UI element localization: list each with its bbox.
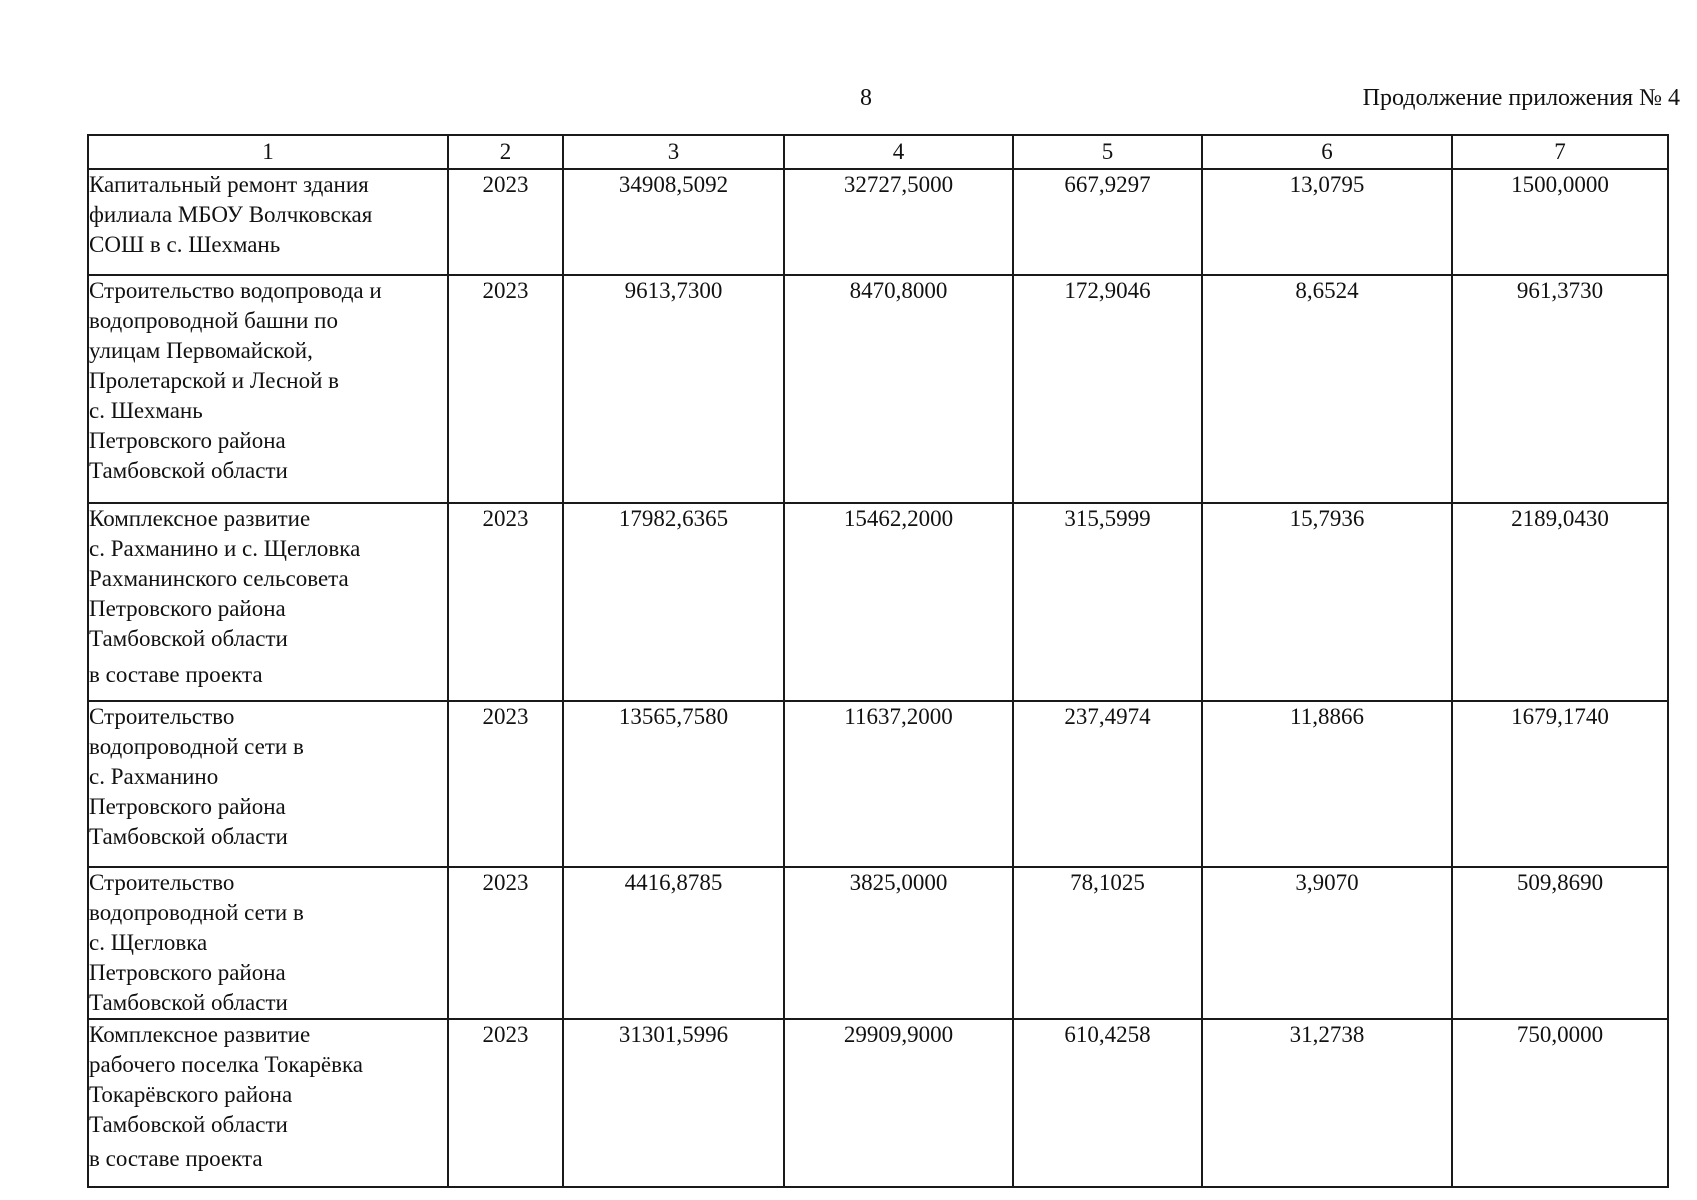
value-cell-4: 11637,2000 (784, 701, 1013, 867)
value-cell-4: 8470,8000 (784, 275, 1013, 503)
object-name-line: водопроводной сети в (89, 734, 304, 759)
object-name-line: Петровского района (89, 794, 286, 819)
column-header: 5 (1013, 135, 1202, 169)
value-cell-7: 1679,1740 (1452, 701, 1668, 867)
value-cell-6: 15,7936 (1202, 503, 1452, 701)
object-name-cell (88, 701, 448, 867)
value-cell-3: 9613,7300 (563, 275, 784, 503)
object-name-cell (88, 275, 448, 503)
object-name-cell (88, 867, 448, 1019)
year-cell: 2023 (448, 867, 563, 1019)
object-name-line: водопроводной сети в (89, 900, 304, 925)
value-cell-7: 1500,0000 (1452, 169, 1668, 275)
table-row (88, 275, 1668, 503)
object-name-line: Тамбовской области (89, 458, 288, 483)
object-name-line: филиала МБОУ Волчковская (89, 202, 373, 227)
value-cell-6: 13,0795 (1202, 169, 1452, 275)
value-cell-6: 8,6524 (1202, 275, 1452, 503)
value-cell-7: 509,8690 (1452, 867, 1668, 1019)
object-name-line: водопроводной башни по (89, 308, 338, 333)
value-cell-5: 610,4258 (1013, 1019, 1202, 1187)
value-cell-3: 13565,7580 (563, 701, 784, 867)
year-cell: 2023 (448, 275, 563, 503)
year-cell: 2023 (448, 1019, 563, 1187)
object-name-line: СОШ в с. Шехмань (89, 232, 281, 257)
table-row (88, 503, 1668, 701)
year-cell: 2023 (448, 701, 563, 867)
object-name-line: Петровского района (89, 428, 286, 453)
object-name-line: Капитальный ремонт здания (89, 172, 369, 197)
object-name-line: с. Щегловка (89, 930, 208, 955)
value-cell-7: 2189,0430 (1452, 503, 1668, 701)
value-cell-3: 17982,6365 (563, 503, 784, 701)
object-name-line: в составе проекта (89, 662, 263, 687)
object-name-line: с. Шехмань (89, 398, 203, 423)
object-name-line: Токарёвского района (89, 1082, 293, 1107)
value-cell-4: 29909,9000 (784, 1019, 1013, 1187)
value-cell-5: 667,9297 (1013, 169, 1202, 275)
object-name-line: с. Рахманино и с. Щегловка (89, 536, 361, 561)
year-cell: 2023 (448, 169, 563, 275)
object-name-line: Рахманинского сельсовета (89, 566, 349, 591)
object-name-line: Строительство (89, 870, 235, 895)
page-number: 8 (860, 85, 872, 111)
value-cell-3: 34908,5092 (563, 169, 784, 275)
object-name-line: улицам Первомайской, (89, 338, 313, 363)
value-cell-4: 15462,2000 (784, 503, 1013, 701)
year-cell: 2023 (448, 503, 563, 701)
object-name-line: Тамбовской области (89, 990, 288, 1015)
table-row (88, 1019, 1668, 1187)
value-cell-6: 11,8866 (1202, 701, 1452, 867)
object-name-cell (88, 503, 448, 701)
value-cell-3: 4416,8785 (563, 867, 784, 1019)
data-table (87, 134, 1669, 1188)
value-cell-7: 750,0000 (1452, 1019, 1668, 1187)
object-name-line: Петровского района (89, 960, 286, 985)
table-row (88, 169, 1668, 275)
object-name-cell (88, 169, 448, 275)
value-cell-6: 3,9070 (1202, 867, 1452, 1019)
object-name-line: с. Рахманино (89, 764, 219, 789)
column-header: 2 (448, 135, 563, 169)
value-cell-5: 315,5999 (1013, 503, 1202, 701)
object-name-line: Тамбовской области (89, 824, 288, 849)
object-name-line: Тамбовской области (89, 1112, 288, 1137)
object-name-line: в составе проекта (89, 1146, 263, 1171)
value-cell-3: 31301,5996 (563, 1019, 784, 1187)
value-cell-4: 3825,0000 (784, 867, 1013, 1019)
column-header: 4 (784, 135, 1013, 169)
column-header: 7 (1452, 135, 1668, 169)
continuation-heading: Продолжение приложения № 4 (1362, 85, 1680, 111)
object-name-line: Тамбовской области (89, 626, 288, 651)
column-header: 1 (88, 135, 448, 169)
value-cell-5: 237,4974 (1013, 701, 1202, 867)
header-row (88, 135, 1668, 169)
object-name-line: Пролетарской и Лесной в (89, 368, 340, 393)
object-name-line: Строительство водопровода и (89, 278, 382, 303)
value-cell-4: 32727,5000 (784, 169, 1013, 275)
column-header: 3 (563, 135, 784, 169)
value-cell-5: 172,9046 (1013, 275, 1202, 503)
object-name-line: Комплексное развитие (89, 506, 311, 531)
object-name-line: Комплексное развитие (89, 1022, 311, 1047)
value-cell-6: 31,2738 (1202, 1019, 1452, 1187)
object-name-line: Петровского района (89, 596, 286, 621)
table-row (88, 867, 1668, 1019)
column-header: 6 (1202, 135, 1452, 169)
value-cell-7: 961,3730 (1452, 275, 1668, 503)
table-row (88, 701, 1668, 867)
value-cell-5: 78,1025 (1013, 867, 1202, 1019)
object-name-line: рабочего поселка Токарёвка (89, 1052, 364, 1077)
object-name-line: Строительство (89, 704, 235, 729)
object-name-cell (88, 1019, 448, 1187)
